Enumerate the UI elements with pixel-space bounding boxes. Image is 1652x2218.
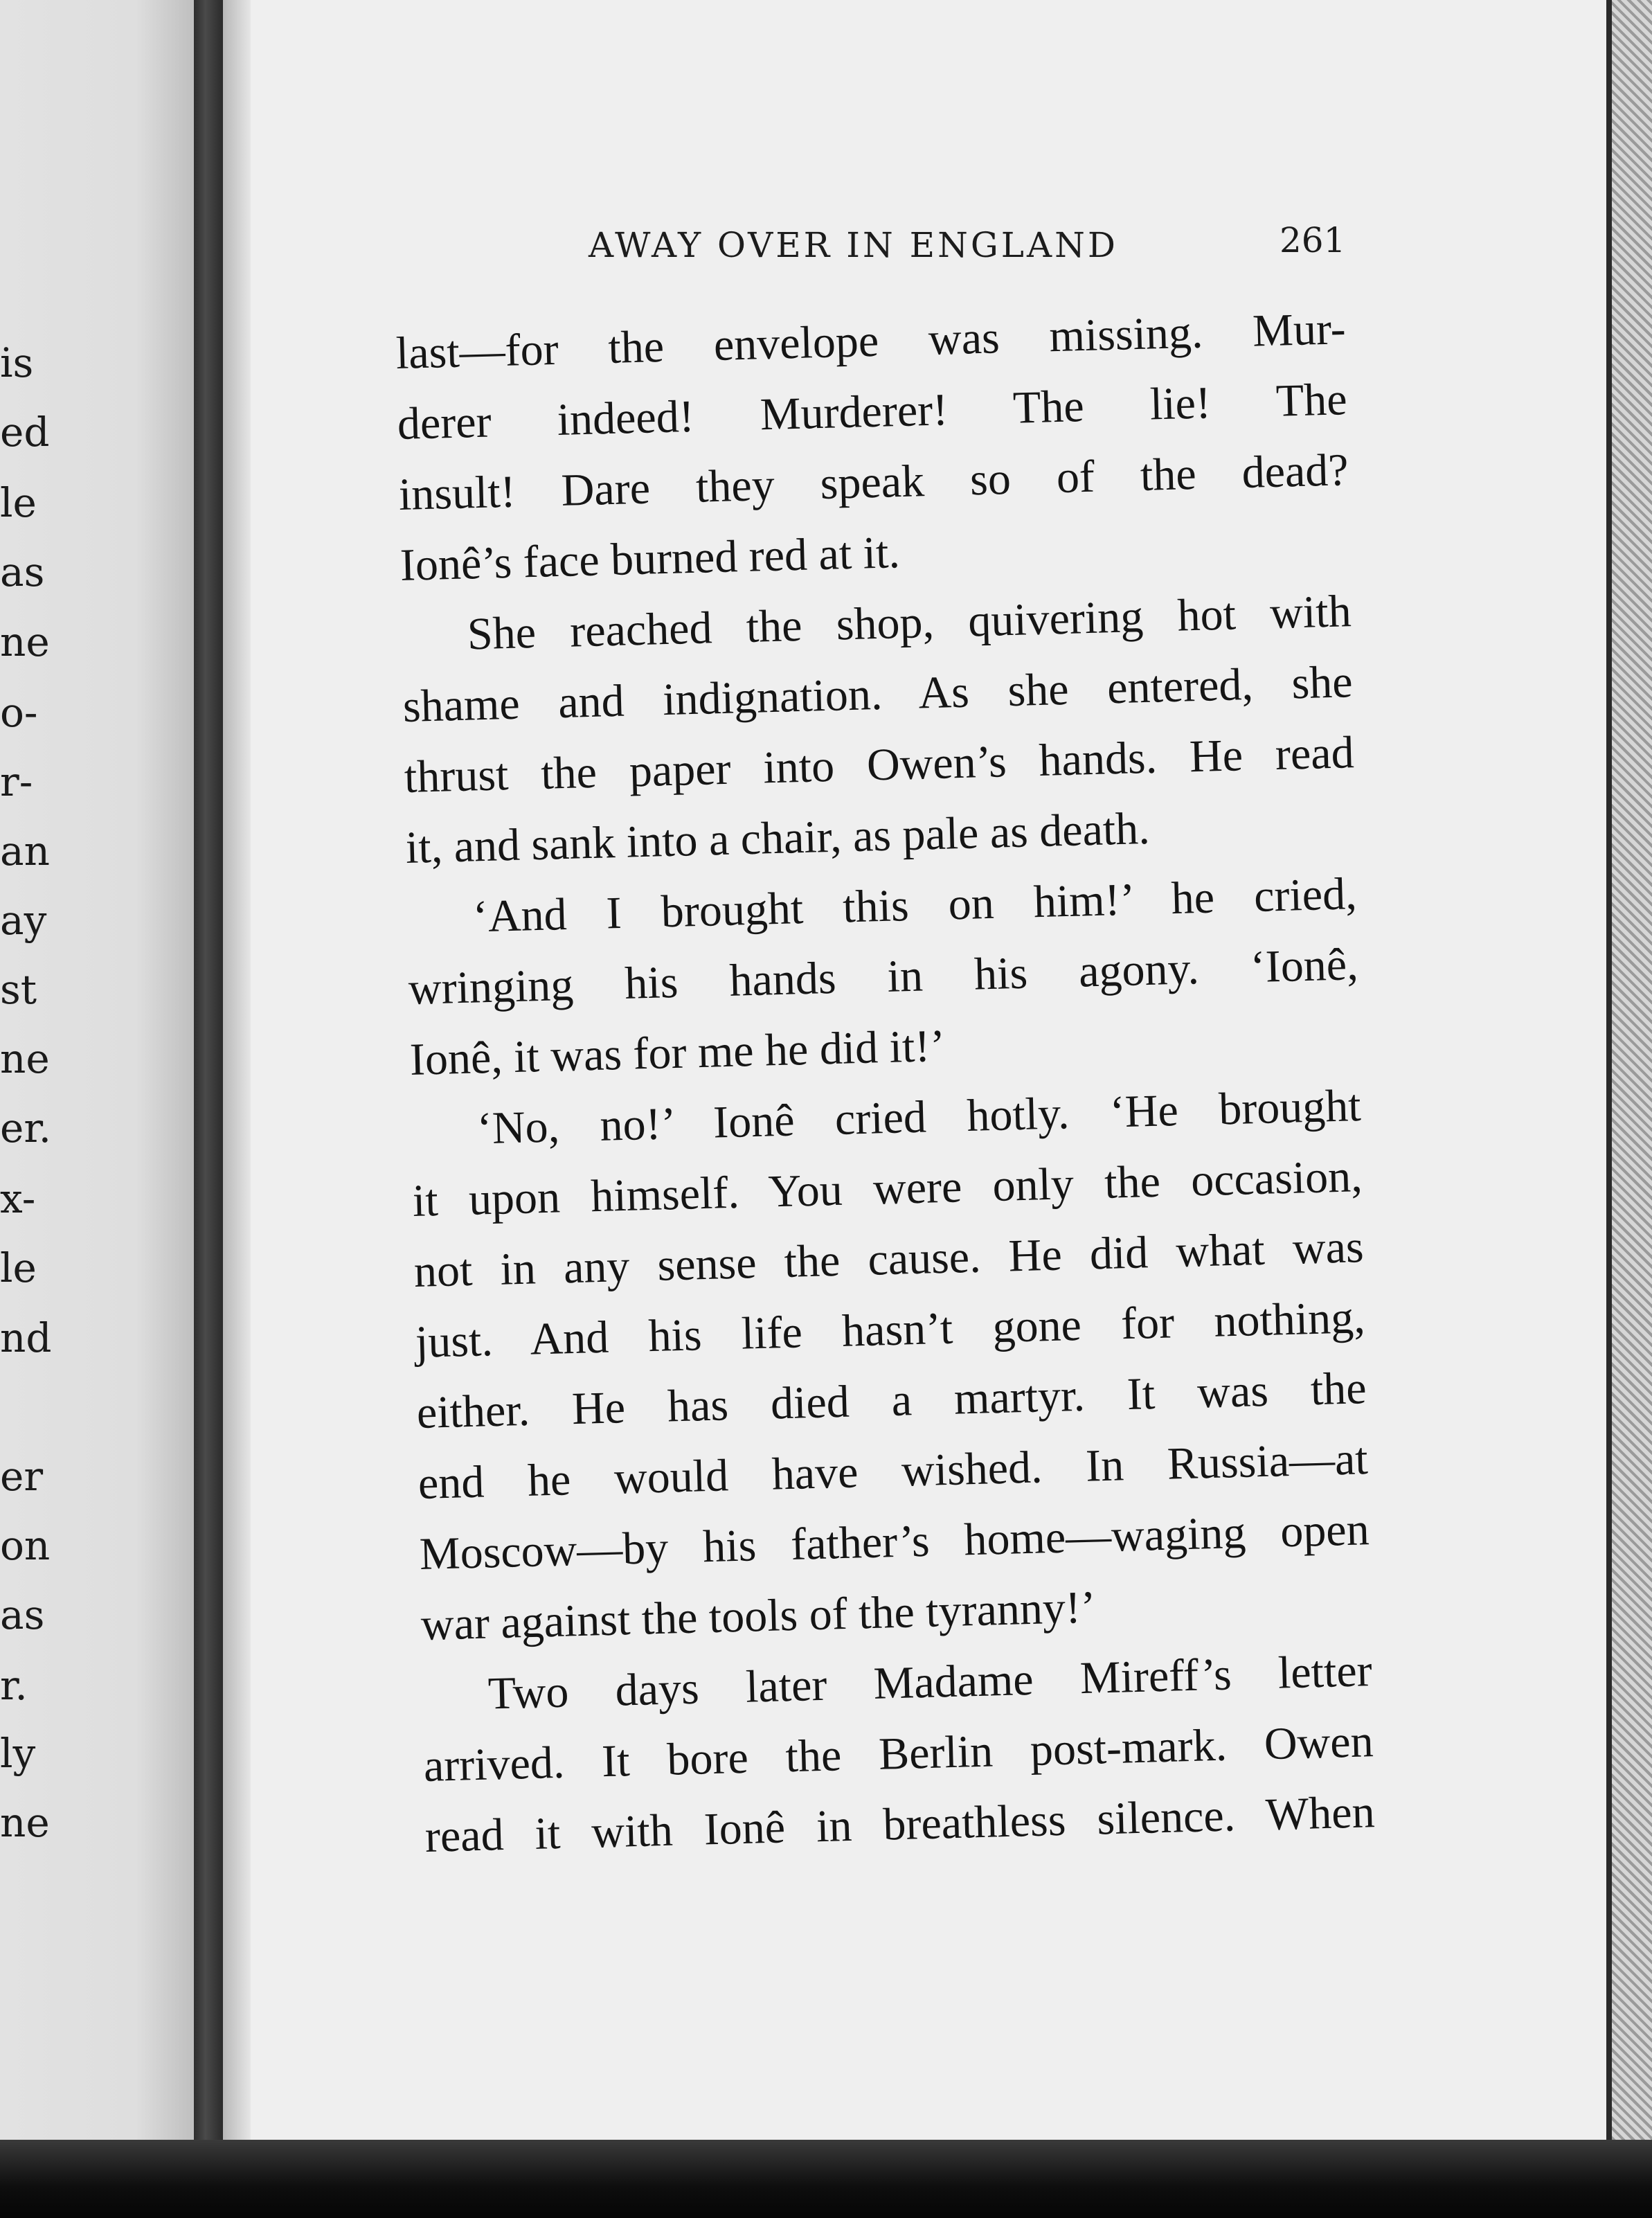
text-line: just. And his life hasn’t gone for nothing, [415, 1292, 1366, 1368]
text-line: insult! Dare they speak so of the dead? [398, 445, 1349, 520]
text-line: Moscow—by his father’s home—waging open [419, 1504, 1370, 1580]
cover-edge [1612, 0, 1652, 2218]
book-gutter [194, 0, 223, 2218]
gutter-shadow [223, 0, 251, 2218]
left-page-fragment: le [0, 1244, 37, 1291]
left-page-fragment: ne [0, 1799, 50, 1846]
text-line: it upon himself. You were only the occasion, [412, 1151, 1363, 1226]
text-line: She reached the shop, quivering hot with [466, 586, 1352, 660]
left-page-fragment: er [0, 1453, 44, 1500]
left-page-fragment: as [0, 548, 45, 596]
left-page-fragment: er. [0, 1104, 52, 1152]
text-line: ‘And I brought this on him!’ he cried, [472, 868, 1358, 942]
left-page-fragment: o- [0, 689, 38, 736]
left-page-fragment: r- [0, 758, 33, 805]
left-page-fragment: ay [0, 897, 47, 944]
text-line: ‘No, no!’ Ionê cried hotly. ‘He brought [476, 1080, 1362, 1154]
left-page-fragment: ly [0, 1730, 36, 1777]
left-page-fragment: an [0, 828, 50, 875]
left-page-fragment: as [0, 1591, 45, 1638]
left-page-fragment: is [0, 339, 34, 386]
text-line: Ionê’s face burned red at it. [399, 527, 901, 591]
text-line: either. He has died a martyr. It was the [416, 1363, 1367, 1438]
text-line: thrust the paper into Owen’s hands. He read [404, 727, 1355, 803]
left-page-fragment: nd [0, 1314, 52, 1361]
text-line: not in any sense the cause. He did what was [413, 1222, 1365, 1297]
running-title: AWAY OVER IN ENGLAND [589, 225, 1118, 265]
left-page-fragment: ne [0, 1035, 50, 1082]
text-line: arrived. It bore the Berlin post-mark. Owen [423, 1716, 1374, 1791]
text-line: wringing his hands in his agony. ‘Ionê, [408, 939, 1359, 1014]
text-line: last—for the envelope was missing. Mur- [395, 303, 1347, 379]
page-number: 261 [1280, 220, 1346, 260]
left-page-fragment: ne [0, 618, 50, 665]
text-line: Two days later Madame Mireff’s letter [487, 1645, 1373, 1719]
left-page-fragment: ed [0, 409, 50, 456]
left-page-fragment: r. [0, 1662, 28, 1709]
text-line: Ionê, it was for me he did it!’ [409, 1020, 946, 1085]
left-page-fragment: on [0, 1522, 51, 1569]
text-line: read it with Ionê in breathless silence. When [424, 1787, 1376, 1862]
left-page-fragment: le [0, 479, 37, 526]
text-line: war against the tools of the tyranny!’ [420, 1582, 1097, 1650]
scan-bottom-border [0, 2140, 1652, 2218]
text-line: end he would have wished. In Russia—at [418, 1433, 1369, 1509]
left-page-fragment: st [0, 966, 37, 1013]
text-line: shame and indignation. As she entered, she [402, 656, 1354, 732]
left-page [0, 0, 194, 2218]
left-page-fragment: x- [0, 1175, 36, 1222]
text-line: derer indeed! Murderer! The lie! The [397, 374, 1348, 449]
text-line: it, and sank into a chair, as pale as death. [405, 803, 1151, 873]
